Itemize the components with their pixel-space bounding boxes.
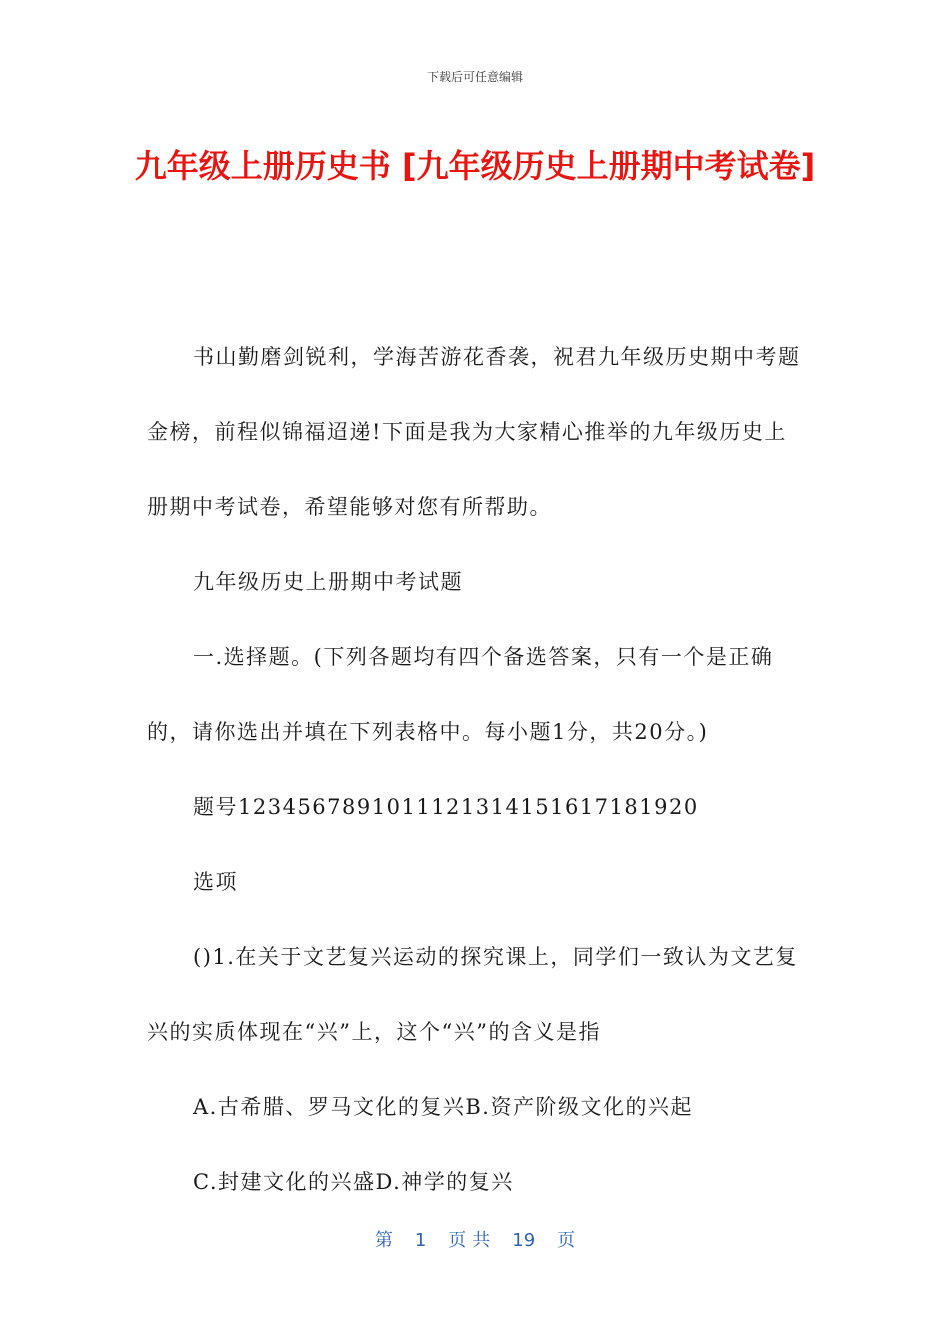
page-label: 第 [374,1230,393,1251]
question-1-options-cd: C.封建文化的兴盛D.神学的复兴 [193,1170,514,1194]
question-number-row: 题号1234567891011121314151617181920 [193,795,699,819]
total-label: 共 [472,1230,491,1251]
header-note: 下载后可任意编辑 [426,70,523,84]
document-title: 九年级上册历史书 [九年级历史上册期中考试卷] [134,147,816,185]
total-pages: 19 [512,1230,536,1251]
document-body [147,320,807,1220]
question-1: ()1.在关于文艺复兴运动的探究课上，同学们一致认为文艺复兴的实质体现在“兴”上，这个“兴”的含义是指 [147,945,798,1044]
exam-heading: 九年级历史上册期中考试题 [193,570,463,594]
page-number: 1 [414,1230,427,1251]
page-unit: 页 [448,1230,467,1251]
answer-option-row: 选项 [193,870,238,894]
total-unit: 页 [557,1230,576,1251]
intro-paragraph: 书山勤磨剑锐利，学海苦游花香袭，祝君九年级历史期中考题金榜，前程似锦福迢递!下面是我为大家精心推举的九年级历史上册期中考试卷，希望能够对您有所帮助。 [147,345,801,519]
question-1-options-ab: A.古希腊、罗马文化的复兴B.资产阶级文化的兴起 [193,1095,693,1119]
page-footer [0,1226,950,1252]
section-instructions: 一.选择题。(下列各题均有四个备选答案，只有一个是正确的，请你选出并填在下列表格中。每小题1分，共20分。) [147,645,774,744]
